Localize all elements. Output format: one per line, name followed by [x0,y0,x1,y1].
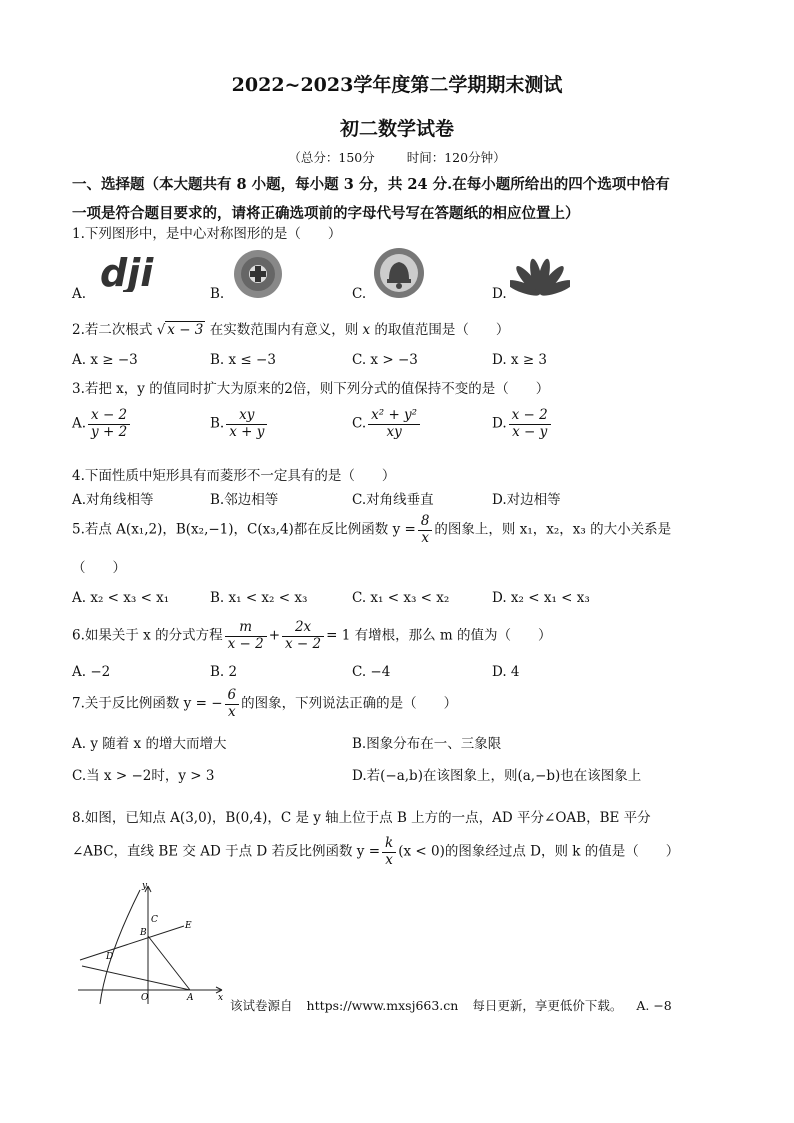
figure-label-x: x [218,993,224,1003]
q6-option-a: A. −2 [72,664,111,680]
q7-option-b: B.图象分布在一、三象限 [352,736,502,752]
figure-label-a: A [187,993,194,1003]
q5-option-a: A. x₂ < x₃ < x₁ [72,590,170,606]
figure-label-e: E [185,921,192,931]
question-7-stem: 7.关于反比例函数 y = − $\frac{6}{x}$ 的图象，下列说法正确的是（ ） [72,687,458,720]
footer-url[interactable]: https://www.mxsj663.cn [306,998,459,1013]
dji-logo-text: dji [100,252,154,292]
exam-title: 2022~2023学年度第二学期期末测试 [231,74,563,96]
question-2-stem: 2.若二次根式 √ x − 3 在实数范围内有意义，则 x 的取值范围是（ ） [72,322,510,338]
q7-option-a: A. y 随着 x 的增大而增大 [72,736,227,752]
q6-option-c: C. −4 [352,664,391,680]
q3-option-d: D. $\frac{x - 2}{x - y}$ [492,408,553,440]
question-3-stem: 3.若把 x，y 的值同时扩大为原来的2倍，则下列分式的值保持不变的是（ ） [72,381,550,397]
exam-info [0,148,794,166]
q5-option-c: C. x₁ < x₃ < x₂ [352,590,450,606]
bell-circle-logo-icon [372,246,426,304]
dji-logo-icon [98,252,174,296]
total-score: （总分：150分 [288,150,375,165]
q2-option-b: B. x ≤ −3 [210,352,276,368]
q2-option-c: C. x > −3 [352,352,418,368]
question-8-stem-line2: ∠ABC，直线 BE 交 AD 于点 D 若反比例函数 y = $\frac{k}{x}$ (x < 0)的图象经过点 D，则 k 的值是（ ） [72,835,680,868]
q4-option-c: C.对角线垂直 [352,492,434,508]
q4-option-b: B.邻边相等 [210,492,279,508]
q6-option-b: B. 2 [210,664,238,680]
q8-figure [72,880,232,1012]
footer-promo: 每日更新，享更低价下载。 [472,998,623,1013]
q1-option-c-label: C. [352,286,367,302]
exam-subtitle: 初二数学试卷 [339,118,454,140]
q8-option-a: A. −8 [636,998,672,1013]
section-heading: 一、选择题（本大题共有 8 小题，每小题 3 分，共 24 分.在每小题所给出的四个选项中恰有 一项是符合题目要求的，请将正确选项前的字母代号写在答题纸的相应位置上） [72,176,670,222]
q2-option-a: A. x ≥ −3 [72,352,138,368]
figure-label-y: y [142,881,148,891]
q5-option-d: D. x₂ < x₁ < x₃ [492,590,590,606]
figure-label-b: B [140,928,147,938]
q7-option-d: D.若(−a,b)在该图象上，则(a,−b)也在该图象上 [352,768,642,784]
figure-label-c: C [151,915,158,925]
question-5-answer-paren: （ ） [72,560,126,576]
question-8-stem-line1: 8.如图，已知点 A(3,0)，B(0,4)，C 是 y 轴上位于点 B 上方的一点，AD 平分∠OAB，BE 平分 [72,810,651,826]
q6-option-d: D. 4 [492,664,520,680]
footer-source: 该试卷源自 [230,998,293,1013]
exam-time: 时间：120分钟） [406,150,506,165]
q5-option-b: B. x₁ < x₂ < x₃ [210,590,308,606]
q3-option-c: C. $\frac{\text{x² + y²}}{xy}$ [352,408,422,440]
q3-option-a: A. $\frac{x - 2}{y + 2}$ [72,408,132,440]
question-6-stem: 6.如果关于 x 的分式方程 $\frac{m}{x - 2}$ + $\frac{2x}{x - 2}$ = 1 有增根，那么 m 的值为（ ） [72,619,552,652]
question-5-stem: 5.若点 A(x₁,2)，B(x₂,−1)，C(x₃,4)都在反比例函数 y = $\frac{8}{x}$ 的图象上，则 x₁，x₂，x₃ 的大小关系是 [72,513,672,546]
q4-option-a: A.对角线相等 [72,492,154,508]
question-1-stem: 1.下列图形中，是中心对称图形的是（ ） [72,226,342,242]
footer-line [230,996,686,1014]
q1-option-b-label: B. [210,286,225,302]
q7-option-c: C.当 x > −2时，y > 3 [72,768,215,784]
q4-option-d: D.对边相等 [492,492,561,508]
plus-circle-logo-icon [232,248,284,304]
q2-option-d: D. x ≥ 3 [492,352,548,368]
q1-option-d-label: D. [492,286,507,302]
petal-fan-logo-icon [510,248,570,302]
q1-option-a-label: A. [72,286,87,302]
question-4-stem: 4.下面性质中矩形具有而菱形不一定具有的是（ ） [72,468,396,484]
q3-option-b: B. $\frac{xy}{x + y}$ [210,408,269,440]
figure-label-o: O [141,993,149,1003]
sqrt-expression: √ x − 3 [156,322,204,338]
figure-label-d: D [106,952,114,962]
